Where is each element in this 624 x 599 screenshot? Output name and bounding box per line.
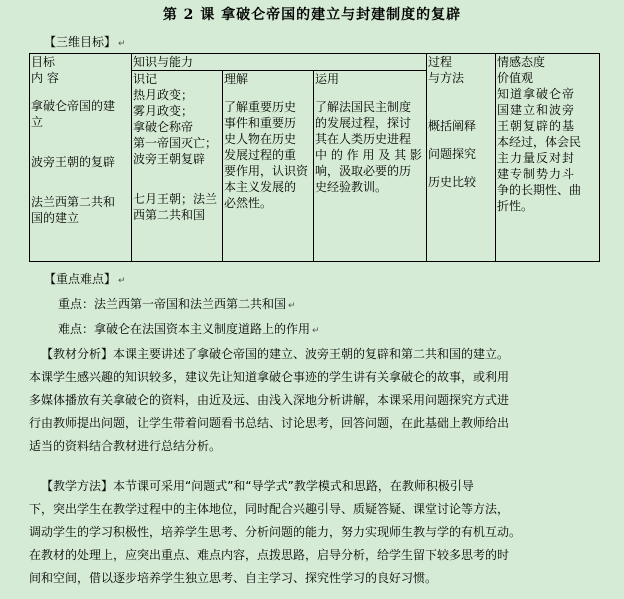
methods-line: 【教学方法】本节课可采用“问题式”和“导学式”教学模式和思路，在教师积极引导 <box>41 479 474 493</box>
knowledge-header-cell: 知识与能力 <box>132 54 427 71</box>
understand-column: 理解 了解重要历史 事件和重要历 史人物在历史 发展过程的重 要作用，认识资 本主义发展的 必然性。 <box>223 71 314 262</box>
goal-cell-content: 目标 内 容 拿破仑帝国的建 立 波旁王朝的复辟 法兰西第二共和 国的建立 <box>31 55 116 225</box>
methods-line: 间和空间，借以逐步培养学生独立思考、自主学习、探究性学习的良好习惯。 <box>29 571 438 585</box>
emotion-column: 情感态度 价值观 知道拿破仑帝 国建立和波旁 王朝复辟的基 本经过，体会民 主力量反对封 建专制势力斗 争的长期性、曲 折性。 <box>496 54 600 262</box>
goal-column <box>30 54 132 262</box>
recall-column: 识记 热月政变； 雾月政变； 拿破仑称帝 第一帝国灭亡； 波旁王朝复辟 七月王朝；法兰 西第二共和国 <box>132 71 223 262</box>
analysis-line: 本课学生感兴趣的知识较多，建议先让知道拿破仑事迹的学生讲有关拿破仑的故事，或利用 <box>29 370 510 384</box>
process-column: 过程 与方法 概括阐释 问题探究 历史比较 <box>427 54 496 262</box>
methods-line: 下，突出学生在教学过程中的主体地位，同时配合兴趣引导、质疑答疑、课堂讨论等方法， <box>29 502 510 516</box>
methods-line: 调动学生的学习积极性，培养学生思考、分析问题的能力，努力实现师生教与学的有机互动。 <box>29 525 522 539</box>
focus-difficult-point: 难点：拿破仑在法国资本主义制度道路上的作用 ↵ <box>58 322 320 336</box>
analysis-line: 【教材分析】本课主要讲述了拿破仑帝国的建立、波旁王朝的复辟和第二共和国的建立。 <box>41 347 510 361</box>
lesson-title: 第 2 课 拿破仑帝国的建立与封建制度的复辟 <box>162 7 462 23</box>
analysis-line: 适当的资料结合教材进行总结分析。 <box>29 439 222 453</box>
focus-key-point: 重点：法兰西第一帝国和法兰西第二共和国 ↵ <box>58 297 296 311</box>
goals-heading: 【三维目标】 ↵ <box>44 35 126 49</box>
analysis-line: 行由教师提出问题，让学生带着问题看书总结、讨论思考，回答问题，在此基础上教师给出 <box>29 416 510 430</box>
goals-table <box>29 53 600 262</box>
focus-heading: 【重点难点】 ↵ <box>44 272 126 286</box>
apply-column: 运用 了解法国民主制度 的发展过程，探讨 其在人类历史进程 中 的 作 用 及 其 影 响，汲取必要的历 史经验教训。 <box>314 71 427 262</box>
analysis-line: 多媒体播放有关拿破仑的资料，由近及远、由浅入深地分析讲解，本课采用问题探究方式进 <box>29 393 510 407</box>
methods-line: 在教材的处理上，应突出重点、难点内容，点拨思路，启导分析，给学生留下较多思考的时 <box>29 548 510 562</box>
